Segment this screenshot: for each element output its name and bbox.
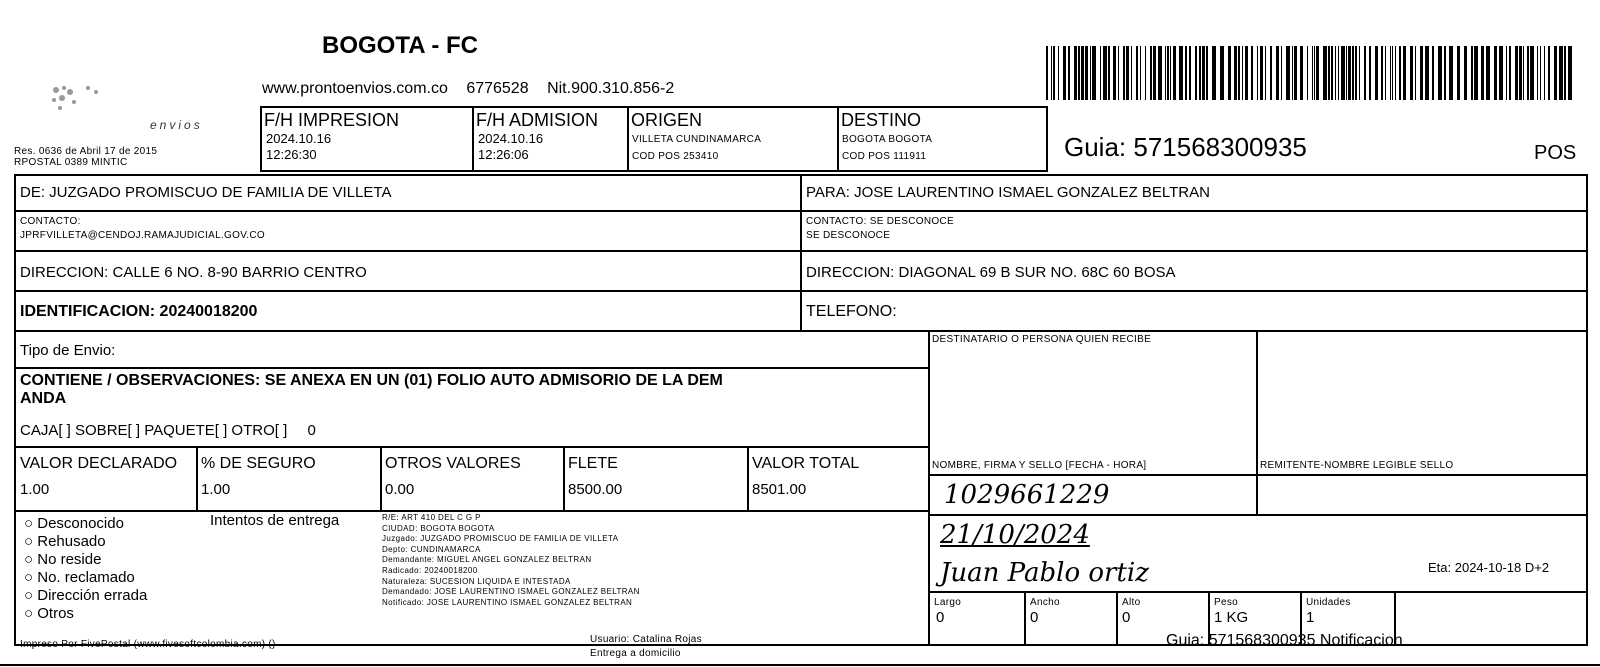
delivery-options <box>24 515 147 623</box>
barcode-bar <box>1494 46 1497 100</box>
barcode-bar <box>1220 46 1224 100</box>
handwritten-id: 1029661229 <box>944 480 1110 510</box>
option-otros[interactable]: ○ Otros <box>24 605 147 623</box>
detail-line: CIUDAD: BOGOTA BOGOTA <box>382 523 495 533</box>
admision-label: F/H ADMISION <box>476 110 599 130</box>
barcode-icon <box>1046 46 1576 100</box>
barcode-bar <box>1540 46 1541 100</box>
barcode-bar <box>1228 46 1231 100</box>
barcode-bar <box>1438 46 1442 100</box>
barcode-bar <box>1150 46 1152 100</box>
barcode-bar <box>1158 46 1162 100</box>
detail-line: Radicado: 20240018200 <box>382 565 478 575</box>
barcode-bar <box>1123 46 1125 100</box>
barcode-bar <box>1257 46 1258 100</box>
barcode-bar <box>1359 46 1360 100</box>
barcode-bar <box>1238 46 1240 100</box>
barcode-bar <box>1312 46 1313 100</box>
barcode-bar <box>1457 46 1460 100</box>
barcode-bar <box>1286 46 1290 100</box>
barcode-bar <box>1270 46 1272 100</box>
admision-date: 2024.10.16 <box>478 131 544 146</box>
barcode-bar <box>1165 46 1166 100</box>
barcode-bar <box>1294 46 1297 100</box>
detail-line: Naturaleza: SUCESION LIQUIDA E INTESTADA <box>382 576 571 586</box>
option-direccion-errada[interactable]: ○ Dirección errada <box>24 587 147 605</box>
barcode-bar <box>1481 46 1484 100</box>
barcode-bar <box>1559 46 1563 100</box>
otros-value: 0.00 <box>385 481 415 498</box>
detail-line: Depto: CUNDINAMARCA <box>382 544 481 554</box>
barcode-bar <box>1206 46 1208 100</box>
recipient-contacto-line-2: SE DESCONOCE <box>806 230 891 241</box>
resolution-line-1: Res. 0636 de Abril 17 de 2015 <box>14 146 158 157</box>
barcode-bar <box>1348 46 1351 100</box>
footer-usuario: Usuario: Catalina Rojas <box>590 634 702 645</box>
barcode-bar <box>1375 46 1378 100</box>
barcode-bar <box>1068 46 1070 100</box>
flete-label: FLETE <box>568 455 618 472</box>
barcode-bar <box>1471 46 1473 100</box>
barcode-bar <box>1276 46 1279 100</box>
largo-value: 0 <box>936 609 945 626</box>
resolution-line-2: RPOSTAL 0389 MINTIC <box>14 157 128 168</box>
detail-line: Demandado: JOSE LAURENTINO ISMAEL GONZALEZ BELTRAN <box>382 587 640 597</box>
seguro-label: % DE SEGURO <box>201 455 316 472</box>
barcode-bar <box>1474 46 1478 100</box>
barcode-bar <box>1281 46 1282 100</box>
barcode-bar <box>1199 46 1201 100</box>
contiene-line-2: ANDA <box>20 390 67 407</box>
barcode-bar <box>1346 46 1347 100</box>
detail-line: Juzgado: JUZGADO PROMISCUO DE FAMILIA DE VILLETA <box>382 534 619 544</box>
barcode-bar <box>1300 46 1303 100</box>
package-types: CAJA[ ] SOBRE[ ] PAQUETE[ ] OTRO[ ] <box>20 422 288 439</box>
detail-line: Demandante: MIGUEL ANGEL GONZALEZ BELTRAN <box>382 555 592 565</box>
barcode-bar <box>1395 46 1396 100</box>
unidades-label: Unidades <box>1306 597 1351 608</box>
sender-contacto-label: CONTACTO: <box>20 216 81 227</box>
detail-line: R/E: ART 410 DEL C G P <box>382 513 481 522</box>
barcode-bar <box>1449 46 1453 100</box>
origen-label: ORIGEN <box>631 110 703 130</box>
barcode-bar <box>1292 46 1293 100</box>
sender-de: DE: JUZGADO PROMISCUO DE FAMILIA DE VILLETA <box>20 184 392 201</box>
barcode-bar <box>1090 46 1091 100</box>
tipo-envio: Tipo de Envio: <box>20 342 116 359</box>
barcode-bar <box>1415 46 1416 100</box>
logo <box>40 78 130 118</box>
barcode-bar <box>1464 46 1467 100</box>
barcode-bar <box>1058 46 1059 100</box>
barcode-bar <box>1537 46 1538 100</box>
barcode-bar <box>1113 46 1116 100</box>
barcode-bar <box>1392 46 1393 100</box>
barcode-bar <box>1432 46 1434 100</box>
barcode-bar <box>1390 46 1391 100</box>
barcode-bar <box>1170 46 1171 100</box>
remitente-label: REMITENTE-NOMBRE LEGIBLE SELLO <box>1260 460 1454 471</box>
total-label: VALOR TOTAL <box>752 455 860 472</box>
barcode-bar <box>1381 46 1383 100</box>
barcode-bar <box>1568 46 1572 100</box>
barcode-bar <box>1527 46 1529 100</box>
barcode-bar <box>1185 46 1187 100</box>
impresion-date: 2024.10.16 <box>266 131 332 146</box>
option-desconocido[interactable]: ○ Desconocido <box>24 515 147 533</box>
barcode-bar <box>1234 46 1237 100</box>
option-no-reside[interactable]: ○ No reside <box>24 551 147 569</box>
logo-mark-icon <box>40 78 130 118</box>
barcode-bar <box>1554 46 1557 100</box>
barcode-bar <box>1548 46 1550 100</box>
barcode <box>1046 46 1576 100</box>
phone: 6776528 <box>466 80 529 97</box>
option-no-reclamado[interactable]: ○ No. reclamado <box>24 569 147 587</box>
caja-line <box>20 422 316 439</box>
barcode-bar <box>1335 46 1336 100</box>
barcode-bar <box>1355 46 1357 100</box>
barcode-bar <box>1444 46 1446 100</box>
barcode-bar <box>1328 46 1330 100</box>
barcode-bar <box>1085 46 1088 100</box>
barcode-bar <box>1499 46 1503 100</box>
package-count: 0 <box>307 422 316 439</box>
barcode-bar <box>1260 46 1263 100</box>
barcode-bar <box>1092 46 1096 100</box>
barcode-bar <box>1338 46 1339 100</box>
barcode-bar <box>1410 46 1413 100</box>
barcode-bar <box>1425 46 1429 100</box>
barcode-bar <box>1118 46 1119 100</box>
barcode-bar <box>1564 46 1566 100</box>
alto-label: Alto <box>1122 597 1141 608</box>
barcode-bar <box>1140 46 1141 100</box>
total-value: 8501.00 <box>752 481 807 498</box>
barcode-bar <box>1195 46 1197 100</box>
destino-label: DESTINO <box>841 110 922 130</box>
barcode-bar <box>1352 46 1354 100</box>
nombre-label: NOMBRE, FIRMA Y SELLO [FECHA - HORA] <box>932 460 1147 471</box>
barcode-bar <box>1420 46 1423 100</box>
sender-contacto-value: JPRFVILLETA@CENDOJ.RAMAJUDICIAL.GOV.CO <box>20 230 265 241</box>
detail-line: Notificado: JOSE LAURENTINO ISMAEL GONZALEZ BELTRAN <box>382 597 633 607</box>
barcode-bar <box>1265 46 1266 100</box>
nit: Nit.900.310.856-2 <box>547 80 675 97</box>
recibe-label: DESTINATARIO O PERSONA QUIEN RECIBE <box>932 334 1152 345</box>
barcode-bar <box>1242 46 1243 100</box>
destino-codpos: COD POS 111911 <box>842 151 927 162</box>
barcode-bar <box>1100 46 1101 100</box>
recipient-telefono: TELEFONO: <box>806 303 897 320</box>
details-block <box>382 513 640 608</box>
barcode-bar <box>1179 46 1183 100</box>
alto-value: 0 <box>1122 609 1131 626</box>
barcode-bar <box>1081 46 1084 100</box>
intentos-label: Intentos de entrega <box>210 512 340 529</box>
barcode-bar <box>1074 46 1077 100</box>
barcode-bar <box>1078 46 1080 100</box>
declarado-label: VALOR DECLARADO <box>20 455 178 472</box>
ancho-label: Ancho <box>1030 597 1060 608</box>
barcode-bar <box>1530 46 1534 100</box>
barcode-bar <box>1063 46 1066 100</box>
barcode-bar <box>1136 46 1138 100</box>
barcode-bar <box>1153 46 1156 100</box>
footer-guia-notificacion: Guia: 571568300935 Notificacion <box>1166 632 1403 649</box>
barcode-bar <box>1145 46 1146 100</box>
recipient-para: PARA: JOSE LAURENTINO ISMAEL GONZALEZ BELTRAN <box>806 184 1210 201</box>
barcode-bar <box>1307 46 1308 100</box>
barcode-bar <box>1331 46 1333 100</box>
destino-place: BOGOTA BOGOTA <box>842 134 933 145</box>
admision-time: 12:26:06 <box>478 147 529 162</box>
barcode-bar <box>1167 46 1169 100</box>
sender-identificacion: IDENTIFICACION: 20240018200 <box>20 303 258 320</box>
barcode-bar <box>1053 46 1055 100</box>
otros-label: OTROS VALORES <box>385 455 521 472</box>
peso-label: Peso <box>1214 597 1238 608</box>
sender-direccion: DIRECCION: CALLE 6 NO. 8-90 BARRIO CENTRO <box>20 264 367 281</box>
website <box>262 80 674 98</box>
footer-entrega: Entrega a domicilio <box>590 648 681 659</box>
barcode-bar <box>1519 46 1522 100</box>
recipient-direccion: DIRECCION: DIAGONAL 69 B SUR NO. 68C 60 BOSA <box>806 264 1176 281</box>
barcode-bar <box>1131 46 1132 100</box>
barcode-bar <box>1316 46 1319 100</box>
website-url: www.prontoenvios.com.co <box>262 80 448 97</box>
barcode-bar <box>1103 46 1107 100</box>
barcode-bar <box>1314 46 1315 100</box>
barcode-bar <box>1523 46 1524 100</box>
barcode-bar <box>1486 46 1490 100</box>
pos-label: POS <box>1534 142 1577 164</box>
barcode-bar <box>1515 46 1518 100</box>
option-rehusado[interactable]: ○ Rehusado <box>24 533 147 551</box>
barcode-bar <box>1108 46 1110 100</box>
barcode-bar <box>1251 46 1253 100</box>
handwritten-name: Juan Pablo ortiz <box>940 558 1149 588</box>
guia-number: Guia: 571568300935 <box>1064 132 1307 162</box>
unidades-value: 1 <box>1306 609 1315 626</box>
barcode-bar <box>1544 46 1545 100</box>
barcode-bar <box>1046 46 1048 100</box>
barcode-bar <box>1399 46 1401 100</box>
barcode-bar <box>1245 46 1248 100</box>
barcode-bar <box>1212 46 1216 100</box>
barcode-bar <box>1189 46 1191 100</box>
barcode-bar <box>1509 46 1511 100</box>
impresion-time: 12:26:30 <box>266 147 317 162</box>
logo-text: envios <box>150 118 203 132</box>
page-title: BOGOTA - FC <box>322 32 478 59</box>
impresion-label: F/H IMPRESION <box>264 110 400 130</box>
origen-codpos: COD POS 253410 <box>632 151 719 162</box>
barcode-bar <box>1385 46 1386 100</box>
barcode-bar <box>1506 46 1507 100</box>
barcode-bar <box>1126 46 1129 100</box>
ancho-value: 0 <box>1030 609 1039 626</box>
flete-value: 8500.00 <box>568 481 623 498</box>
handwritten-date: 21/10/2024 <box>940 520 1090 550</box>
eta: Eta: 2024-10-18 D+2 <box>1428 560 1550 575</box>
barcode-bar <box>1202 46 1205 100</box>
barcode-bar <box>1403 46 1406 100</box>
barcode-bar <box>1323 46 1327 100</box>
barcode-bar <box>1173 46 1176 100</box>
declarado-value: 1.00 <box>20 481 50 498</box>
recipient-contacto-line-1: CONTACTO: SE DESCONOCE <box>806 216 954 227</box>
barcode-bar <box>1369 46 1371 100</box>
barcode-bar <box>1364 46 1366 100</box>
seguro-value: 1.00 <box>201 481 231 498</box>
barcode-bar <box>1341 46 1345 100</box>
peso-value: 1 KG <box>1214 609 1249 626</box>
origen-place: VILLETA CUNDINAMARCA <box>632 134 762 145</box>
footer-impreso: Impreso Por FivePostal (www.fivesoftcolombia.com) () <box>20 639 276 650</box>
largo-label: Largo <box>934 597 962 608</box>
contiene-line-1: CONTIENE / OBSERVACIONES: SE ANEXA EN UN (01) FOLIO AUTO ADMISORIO DE LA DEM <box>20 372 723 389</box>
barcode-bar <box>1051 46 1052 100</box>
